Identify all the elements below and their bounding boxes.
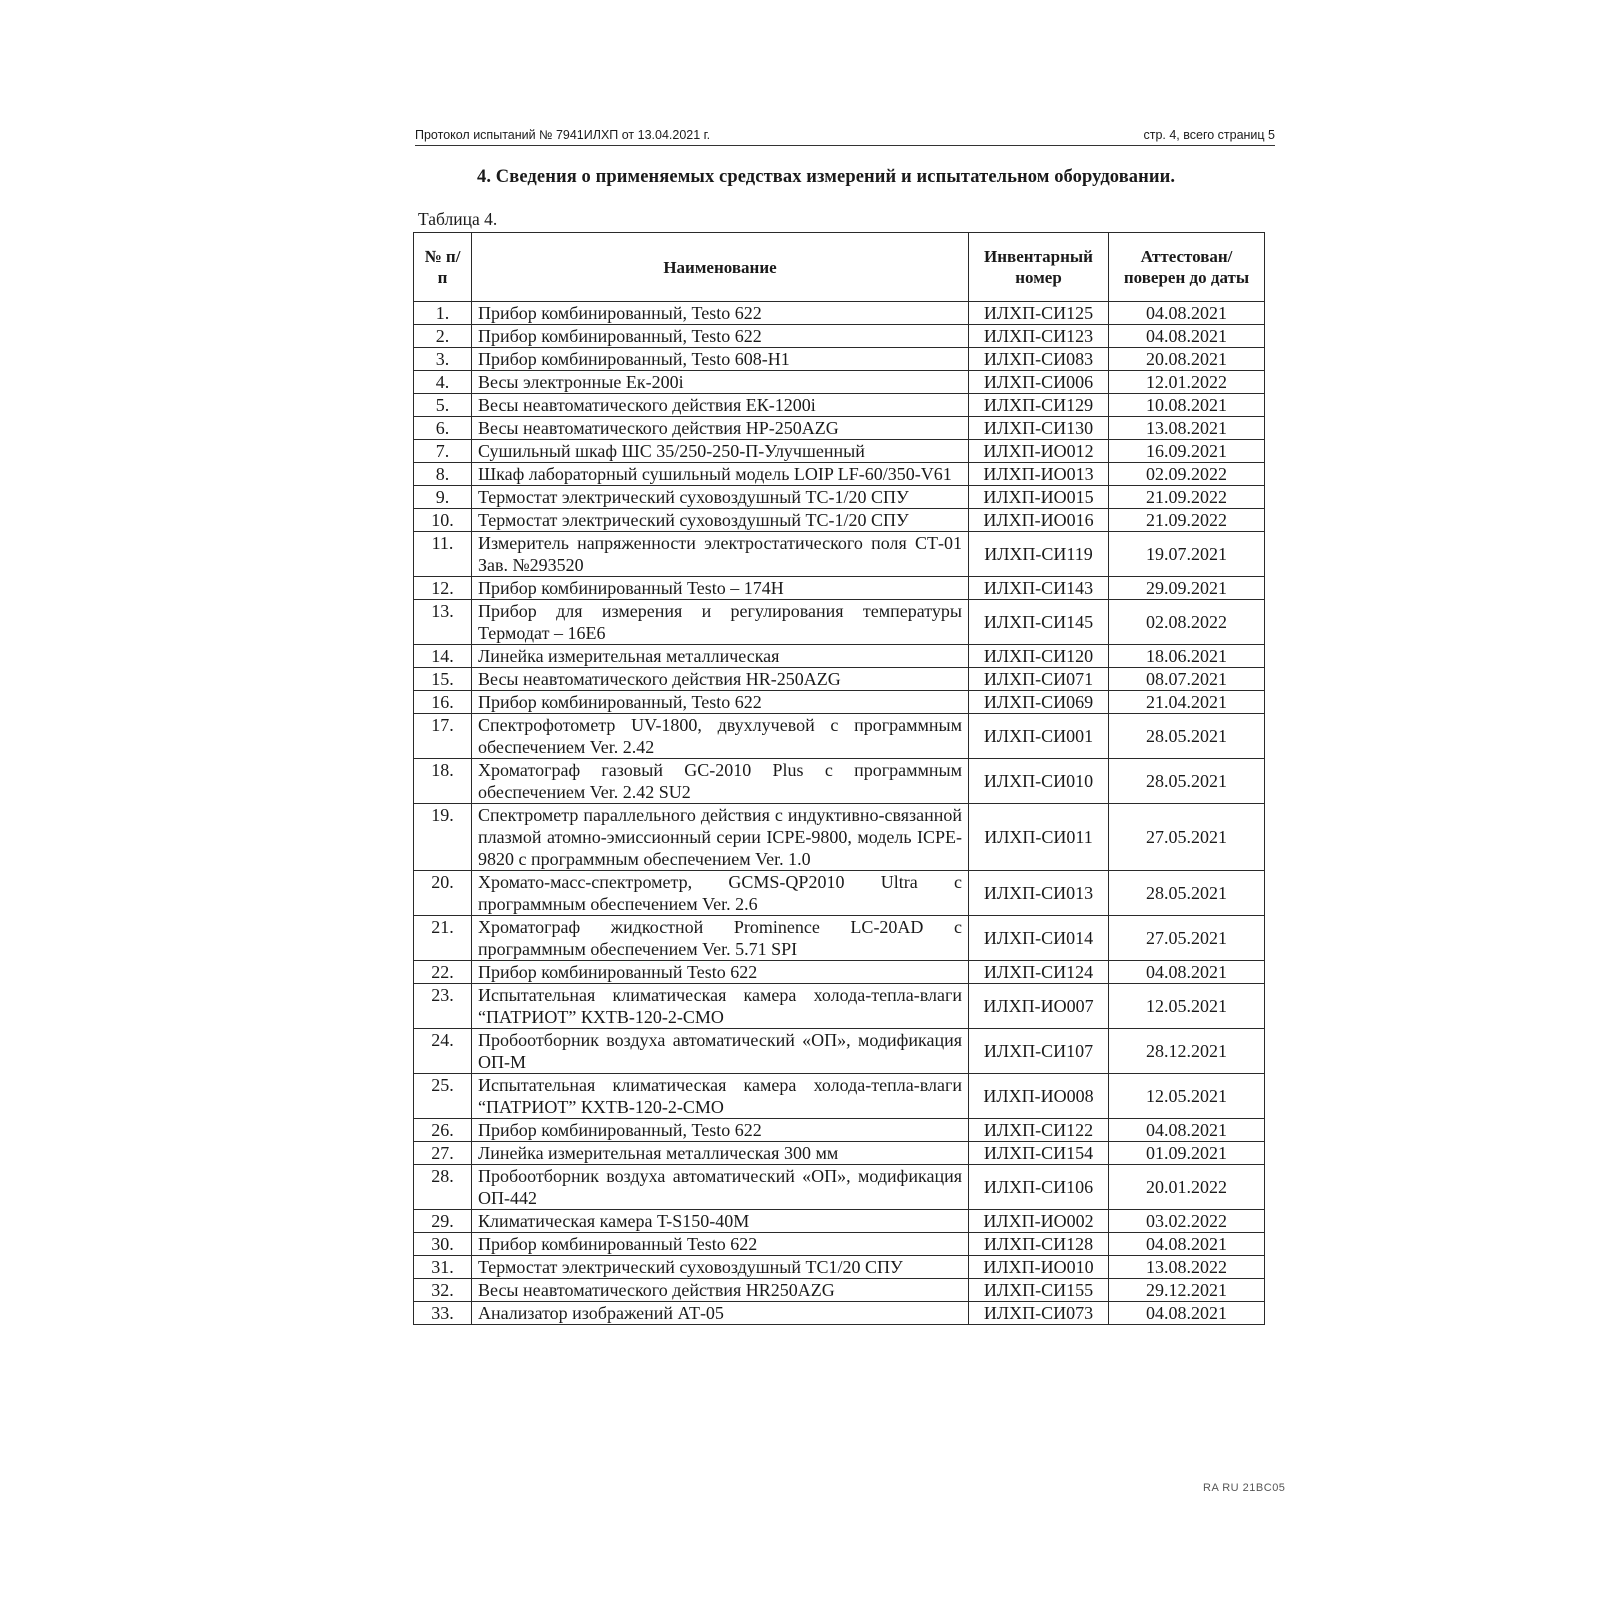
inventory-number: ИЛХП-СИ106 <box>969 1165 1109 1210</box>
table-body <box>414 302 1265 1325</box>
equipment-name: Термостат электрический суховоздушный ТС-1/20 СПУ <box>472 509 969 532</box>
row-number: 14. <box>414 645 472 668</box>
table-row <box>414 417 1265 440</box>
verification-date: 27.05.2021 <box>1109 804 1265 871</box>
row-number: 13. <box>414 600 472 645</box>
table-row <box>414 1233 1265 1256</box>
equipment-name: Шкаф лабораторный сушильный модель LOIP LF-60/350-V61 <box>472 463 969 486</box>
table-row <box>414 645 1265 668</box>
inventory-number: ИЛХП-ИО012 <box>969 440 1109 463</box>
inventory-number: ИЛХП-СИ130 <box>969 417 1109 440</box>
verification-date: 16.09.2021 <box>1109 440 1265 463</box>
table-row <box>414 804 1265 871</box>
equipment-name: Весы электронные Ек-200i <box>472 371 969 394</box>
equipment-name: Климатическая камера T-S150-40M <box>472 1210 969 1233</box>
verification-date: 04.08.2021 <box>1109 1302 1265 1325</box>
row-number: 29. <box>414 1210 472 1233</box>
inventory-number: ИЛХП-СИ154 <box>969 1142 1109 1165</box>
row-number: 16. <box>414 691 472 714</box>
row-number: 30. <box>414 1233 472 1256</box>
table-row <box>414 1302 1265 1325</box>
equipment-name: Пробоотборник воздуха автоматический «ОП», модификация ОП-442 <box>472 1165 969 1210</box>
equipment-name: Прибор комбинированный Testo 622 <box>472 961 969 984</box>
row-number: 19. <box>414 804 472 871</box>
verification-date: 04.08.2021 <box>1109 302 1265 325</box>
row-number: 6. <box>414 417 472 440</box>
table-row <box>414 1210 1265 1233</box>
inventory-number: ИЛХП-ИО015 <box>969 486 1109 509</box>
accreditation-mark: RA RU 21BC05 <box>1203 1482 1286 1494</box>
verification-date: 21.04.2021 <box>1109 691 1265 714</box>
inventory-number: ИЛХП-СИ069 <box>969 691 1109 714</box>
verification-date: 28.05.2021 <box>1109 759 1265 804</box>
row-number: 12. <box>414 577 472 600</box>
row-number: 33. <box>414 1302 472 1325</box>
equipment-name: Пробоотборник воздуха автоматический «ОП», модификация ОП-М <box>472 1029 969 1074</box>
equipment-name: Весы неавтоматического действия HR-250AZG <box>472 668 969 691</box>
inventory-number: ИЛХП-СИ125 <box>969 302 1109 325</box>
inventory-number: ИЛХП-СИ107 <box>969 1029 1109 1074</box>
equipment-name: Линейка измерительная металлическая <box>472 645 969 668</box>
inventory-number: ИЛХП-ИО010 <box>969 1256 1109 1279</box>
table-row <box>414 1142 1265 1165</box>
equipment-name: Прибор комбинированный, Testo 622 <box>472 325 969 348</box>
table-row <box>414 394 1265 417</box>
inventory-number: ИЛХП-СИ014 <box>969 916 1109 961</box>
equipment-name: Термостат электрический суховоздушный ТС-1/20 СПУ <box>472 486 969 509</box>
verification-date: 04.08.2021 <box>1109 325 1265 348</box>
verification-date: 12.05.2021 <box>1109 984 1265 1029</box>
row-number: 17. <box>414 714 472 759</box>
table-row <box>414 325 1265 348</box>
equipment-name: Анализатор изображений АТ-05 <box>472 1302 969 1325</box>
table-row <box>414 577 1265 600</box>
inventory-number: ИЛХП-СИ001 <box>969 714 1109 759</box>
row-number: 31. <box>414 1256 472 1279</box>
row-number: 27. <box>414 1142 472 1165</box>
verification-date: 03.02.2022 <box>1109 1210 1265 1233</box>
table-row <box>414 668 1265 691</box>
equipment-name: Прибор комбинированный, Testo 622 <box>472 302 969 325</box>
inventory-number: ИЛХП-СИ128 <box>969 1233 1109 1256</box>
inventory-number: ИЛХП-СИ129 <box>969 394 1109 417</box>
verification-date: 21.09.2022 <box>1109 509 1265 532</box>
inventory-number: ИЛХП-СИ071 <box>969 668 1109 691</box>
row-number: 5. <box>414 394 472 417</box>
table-row <box>414 509 1265 532</box>
equipment-name: Прибор комбинированный, Testo 608-H1 <box>472 348 969 371</box>
inventory-number: ИЛХП-ИО013 <box>969 463 1109 486</box>
equipment-name: Хроматограф газовый GC-2010 Plus с программным обеспечением Ver. 2.42 SU2 <box>472 759 969 804</box>
row-number: 22. <box>414 961 472 984</box>
table-row <box>414 1029 1265 1074</box>
equipment-name: Испытательная климатическая камера холода-тепла-влаги “ПАТРИОТ” КХТВ-120-2-СМО <box>472 1074 969 1119</box>
inventory-number: ИЛХП-СИ010 <box>969 759 1109 804</box>
header-name: Наименование <box>472 233 969 302</box>
table-row <box>414 600 1265 645</box>
verification-date: 27.05.2021 <box>1109 916 1265 961</box>
row-number: 32. <box>414 1279 472 1302</box>
equipment-name: Хромато-масс-спектрометр, GCMS-QP2010 Ultra с программным обеспечением Ver. 2.6 <box>472 871 969 916</box>
verification-date: 29.09.2021 <box>1109 577 1265 600</box>
equipment-name: Прибор комбинированный Testo 622 <box>472 1233 969 1256</box>
verification-date: 12.01.2022 <box>1109 371 1265 394</box>
equipment-name: Весы неавтоматического действия ЕК-1200i <box>472 394 969 417</box>
table-caption: Таблица 4. <box>418 209 498 229</box>
inventory-number: ИЛХП-СИ011 <box>969 804 1109 871</box>
verification-date: 13.08.2022 <box>1109 1256 1265 1279</box>
row-number: 20. <box>414 871 472 916</box>
verification-date: 20.08.2021 <box>1109 348 1265 371</box>
verification-date: 10.08.2021 <box>1109 394 1265 417</box>
row-number: 18. <box>414 759 472 804</box>
inventory-number: ИЛХП-СИ124 <box>969 961 1109 984</box>
verification-date: 19.07.2021 <box>1109 532 1265 577</box>
table-row <box>414 759 1265 804</box>
verification-date: 04.08.2021 <box>1109 961 1265 984</box>
table-row <box>414 961 1265 984</box>
verification-date: 29.12.2021 <box>1109 1279 1265 1302</box>
equipment-table <box>413 232 1265 1325</box>
row-number: 4. <box>414 371 472 394</box>
verification-date: 12.05.2021 <box>1109 1074 1265 1119</box>
verification-date: 21.09.2022 <box>1109 486 1265 509</box>
equipment-name: Прибор для измерения и регулирования температуры Термодат – 16Е6 <box>472 600 969 645</box>
equipment-name: Линейка измерительная металлическая 300 мм <box>472 1142 969 1165</box>
table-row <box>414 714 1265 759</box>
table-row <box>414 984 1265 1029</box>
equipment-name: Прибор комбинированный, Testo 622 <box>472 1119 969 1142</box>
table-row <box>414 691 1265 714</box>
table-row <box>414 371 1265 394</box>
row-number: 2. <box>414 325 472 348</box>
verification-date: 28.12.2021 <box>1109 1029 1265 1074</box>
table-row <box>414 463 1265 486</box>
inventory-number: ИЛХП-СИ083 <box>969 348 1109 371</box>
inventory-number: ИЛХП-СИ143 <box>969 577 1109 600</box>
row-number: 3. <box>414 348 472 371</box>
inventory-number: ИЛХП-СИ013 <box>969 871 1109 916</box>
table-row <box>414 916 1265 961</box>
header-num: № п/п <box>414 233 472 302</box>
table-row <box>414 486 1265 509</box>
row-number: 7. <box>414 440 472 463</box>
row-number: 28. <box>414 1165 472 1210</box>
equipment-name: Весы неавтоматического действия HP-250AZG <box>472 417 969 440</box>
equipment-name: Измеритель напряженности электростатического поля СТ-01 Зав. №293520 <box>472 532 969 577</box>
table-row <box>414 302 1265 325</box>
table-row <box>414 1119 1265 1142</box>
protocol-title: Протокол испытаний № 7941ИЛХП от 13.04.2021 г. <box>415 128 711 142</box>
inventory-number: ИЛХП-СИ145 <box>969 600 1109 645</box>
equipment-name: Спектрометр параллельного действия с индуктивно-связанной плазмой атомно-эмиссионный серии ICPE-9800, модель ICPE-9820 с программным обеспечением Ver. 1.0 <box>472 804 969 871</box>
header-inventory: Инвентарный номер <box>969 233 1109 302</box>
table-row <box>414 1256 1265 1279</box>
verification-date: 13.08.2021 <box>1109 417 1265 440</box>
equipment-name: Прибор комбинированный, Testo 622 <box>472 691 969 714</box>
table-row <box>414 1279 1265 1302</box>
verification-date: 02.08.2022 <box>1109 600 1265 645</box>
row-number: 1. <box>414 302 472 325</box>
inventory-number: ИЛХП-ИО008 <box>969 1074 1109 1119</box>
row-number: 15. <box>414 668 472 691</box>
row-number: 8. <box>414 463 472 486</box>
equipment-name: Весы неавтоматического действия HR250AZG <box>472 1279 969 1302</box>
section-title: 4. Сведения о применяемых средствах измерений и испытательном оборудовании. <box>477 167 1176 187</box>
row-number: 9. <box>414 486 472 509</box>
inventory-number: ИЛХП-СИ119 <box>969 532 1109 577</box>
inventory-number: ИЛХП-ИО007 <box>969 984 1109 1029</box>
inventory-number: ИЛХП-СИ073 <box>969 1302 1109 1325</box>
equipment-name: Испытательная климатическая камера холода-тепла-влаги “ПАТРИОТ” КХТВ-120-2-СМО <box>472 984 969 1029</box>
inventory-number: ИЛХП-СИ120 <box>969 645 1109 668</box>
row-number: 25. <box>414 1074 472 1119</box>
row-number: 23. <box>414 984 472 1029</box>
verification-date: 04.08.2021 <box>1109 1233 1265 1256</box>
inventory-number: ИЛХП-ИО016 <box>969 509 1109 532</box>
page-counter: стр. 4, всего страниц 5 <box>1143 128 1275 142</box>
equipment-name: Хроматограф жидкостной Prominence LC-20AD с программным обеспечением Ver. 5.71 SPI <box>472 916 969 961</box>
verification-date: 18.06.2021 <box>1109 645 1265 668</box>
table-row <box>414 532 1265 577</box>
verification-date: 20.01.2022 <box>1109 1165 1265 1210</box>
table-row <box>414 348 1265 371</box>
verification-date: 28.05.2021 <box>1109 871 1265 916</box>
table-row <box>414 871 1265 916</box>
inventory-number: ИЛХП-СИ006 <box>969 371 1109 394</box>
row-number: 26. <box>414 1119 472 1142</box>
row-number: 21. <box>414 916 472 961</box>
equipment-name: Сушильный шкаф ШС 35/250-250-П-Улучшенный <box>472 440 969 463</box>
header-date: Аттестован/ поверен до даты <box>1109 233 1265 302</box>
table-row <box>414 1074 1265 1119</box>
equipment-name: Спектрофотометр UV-1800, двухлучевой с программным обеспечением Ver. 2.42 <box>472 714 969 759</box>
row-number: 11. <box>414 532 472 577</box>
table-header-row <box>414 233 1265 302</box>
inventory-number: ИЛХП-СИ123 <box>969 325 1109 348</box>
page-header <box>415 127 1275 146</box>
verification-date: 02.09.2022 <box>1109 463 1265 486</box>
equipment-name: Термостат электрический суховоздушный ТС1/20 СПУ <box>472 1256 969 1279</box>
table-row <box>414 1165 1265 1210</box>
equipment-name: Прибор комбинированный Testo – 174H <box>472 577 969 600</box>
row-number: 10. <box>414 509 472 532</box>
inventory-number: ИЛХП-ИО002 <box>969 1210 1109 1233</box>
row-number: 24. <box>414 1029 472 1074</box>
inventory-number: ИЛХП-СИ155 <box>969 1279 1109 1302</box>
verification-date: 01.09.2021 <box>1109 1142 1265 1165</box>
verification-date: 08.07.2021 <box>1109 668 1265 691</box>
verification-date: 04.08.2021 <box>1109 1119 1265 1142</box>
inventory-number: ИЛХП-СИ122 <box>969 1119 1109 1142</box>
verification-date: 28.05.2021 <box>1109 714 1265 759</box>
table-row <box>414 440 1265 463</box>
